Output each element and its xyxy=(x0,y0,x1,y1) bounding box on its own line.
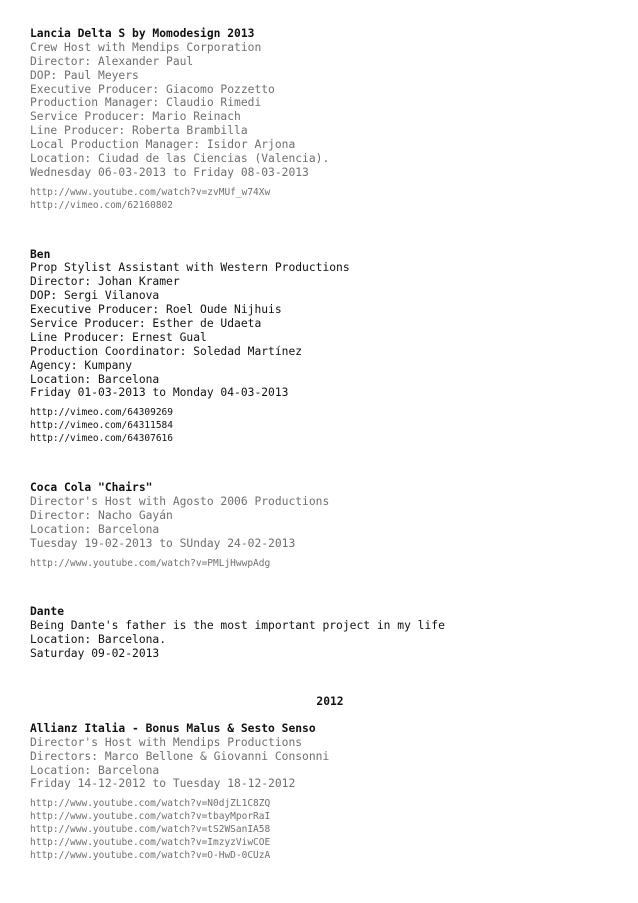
video-link[interactable]: http://www.youtube.com/watch?v=tbayMporRaI xyxy=(30,811,271,823)
project-detail-line: Location: Barcelona xyxy=(30,763,160,777)
project-title: Coca Cola "Chairs" xyxy=(30,481,153,495)
video-link[interactable]: http://vimeo.com/62160802 xyxy=(30,199,173,211)
project-title: Ben xyxy=(30,247,51,261)
project-links xyxy=(30,407,620,446)
project-links xyxy=(30,798,620,862)
document-page xyxy=(30,27,620,863)
project-detail-line: Local Production Manager: Isidor Arjona xyxy=(30,138,296,152)
video-link[interactable]: http://vimeo.com/64309269 xyxy=(30,407,173,419)
project-detail-line: Location: Barcelona. xyxy=(30,633,167,647)
project-entry xyxy=(30,722,620,863)
project-detail-line: Director: Johan Kramer xyxy=(30,275,180,289)
project-detail-line: Director's Host with Mendips Productions xyxy=(30,735,303,749)
entry-spacer xyxy=(30,446,620,481)
project-detail-line: Tuesday 19-02-2013 to SUnday 24-02-2013 xyxy=(30,536,296,550)
project-detail-line: Crew Host with Mendips Corporation xyxy=(30,40,262,54)
video-link[interactable]: http://www.youtube.com/watch?v=PMLjHwwpAdg xyxy=(30,557,271,569)
project-detail-line: Friday 01-03-2013 to Monday 04-03-2013 xyxy=(30,386,289,400)
year-heading: 2012 xyxy=(316,694,344,708)
project-detail-line: Location: Ciudad de las Ciencias (Valencia). xyxy=(30,152,330,166)
video-link[interactable]: http://www.youtube.com/watch?v=N0djZL1C8ZQ xyxy=(30,798,271,810)
project-detail-line: Agency: Kumpany xyxy=(30,358,133,372)
project-detail-line: Director's Host with Agosto 2006 Productions xyxy=(30,494,330,508)
project-detail-line: Directors: Marco Bellone & Giovanni Consonni xyxy=(30,749,330,763)
project-detail-line: Being Dante's father is the most important project in my life xyxy=(30,619,445,633)
video-link[interactable]: http://www.youtube.com/watch?v=ImzyzViwCOE xyxy=(30,836,271,848)
entry-spacer xyxy=(30,213,620,248)
entry-spacer xyxy=(30,570,620,605)
project-entry xyxy=(30,27,620,213)
project-detail-line: Production Coordinator: Soledad Martínez xyxy=(30,344,303,358)
project-entry xyxy=(30,481,620,570)
video-link[interactable]: http://www.youtube.com/watch?v=O-HwD-0CUzA xyxy=(30,849,271,861)
video-link[interactable]: http://vimeo.com/64311584 xyxy=(30,420,173,432)
project-title: Lancia Delta S by Momodesign 2013 xyxy=(30,27,255,40)
project-detail-line: Director: Alexander Paul xyxy=(30,54,194,68)
project-detail-line: Executive Producer: Roel Oude Nijhuis xyxy=(30,303,282,317)
entries-2012 xyxy=(30,722,620,863)
project-detail-line: Service Producer: Mario Reinach xyxy=(30,110,241,124)
spacer xyxy=(30,661,620,695)
project-entry xyxy=(30,248,620,446)
video-link[interactable]: http://www.youtube.com/watch?v=tS2WSanIA58 xyxy=(30,824,271,836)
project-detail-line: Service Producer: Esther de Udaeta xyxy=(30,317,262,331)
project-detail-line: Executive Producer: Giacomo Pozzetto xyxy=(30,82,275,96)
project-links xyxy=(30,187,620,213)
entries-2013 xyxy=(30,27,620,661)
project-detail-line: DOP: Sergi Vilanova xyxy=(30,289,160,303)
project-links xyxy=(30,558,620,571)
project-detail-line: Line Producer: Roberta Brambilla xyxy=(30,124,248,138)
video-link[interactable]: http://www.youtube.com/watch?v=zvMUf_w74Xw xyxy=(30,186,271,198)
project-detail-line: Friday 14-12-2012 to Tuesday 18-12-2012 xyxy=(30,777,296,791)
project-detail-line: Line Producer: Ernest Gual xyxy=(30,330,207,344)
project-detail-line: Wednesday 06-03-2013 to Friday 08-03-2013 xyxy=(30,165,309,179)
project-detail-line: Production Manager: Claudio Rimedi xyxy=(30,96,262,110)
project-detail-line: Saturday 09-02-2013 xyxy=(30,647,160,661)
project-detail-line: Location: Barcelona xyxy=(30,372,160,386)
project-entry xyxy=(30,605,620,661)
project-detail-line: Director: Nacho Gayán xyxy=(30,508,173,522)
project-title: Dante xyxy=(30,605,65,619)
project-detail-line: Location: Barcelona xyxy=(30,522,160,536)
project-detail-line: DOP: Paul Meyers xyxy=(30,68,139,82)
video-link[interactable]: http://vimeo.com/64307616 xyxy=(30,433,173,445)
project-title: Allianz Italia - Bonus Malus & Sesto Senso xyxy=(30,721,316,735)
project-detail-line: Prop Stylist Assistant with Western Productions xyxy=(30,261,350,275)
